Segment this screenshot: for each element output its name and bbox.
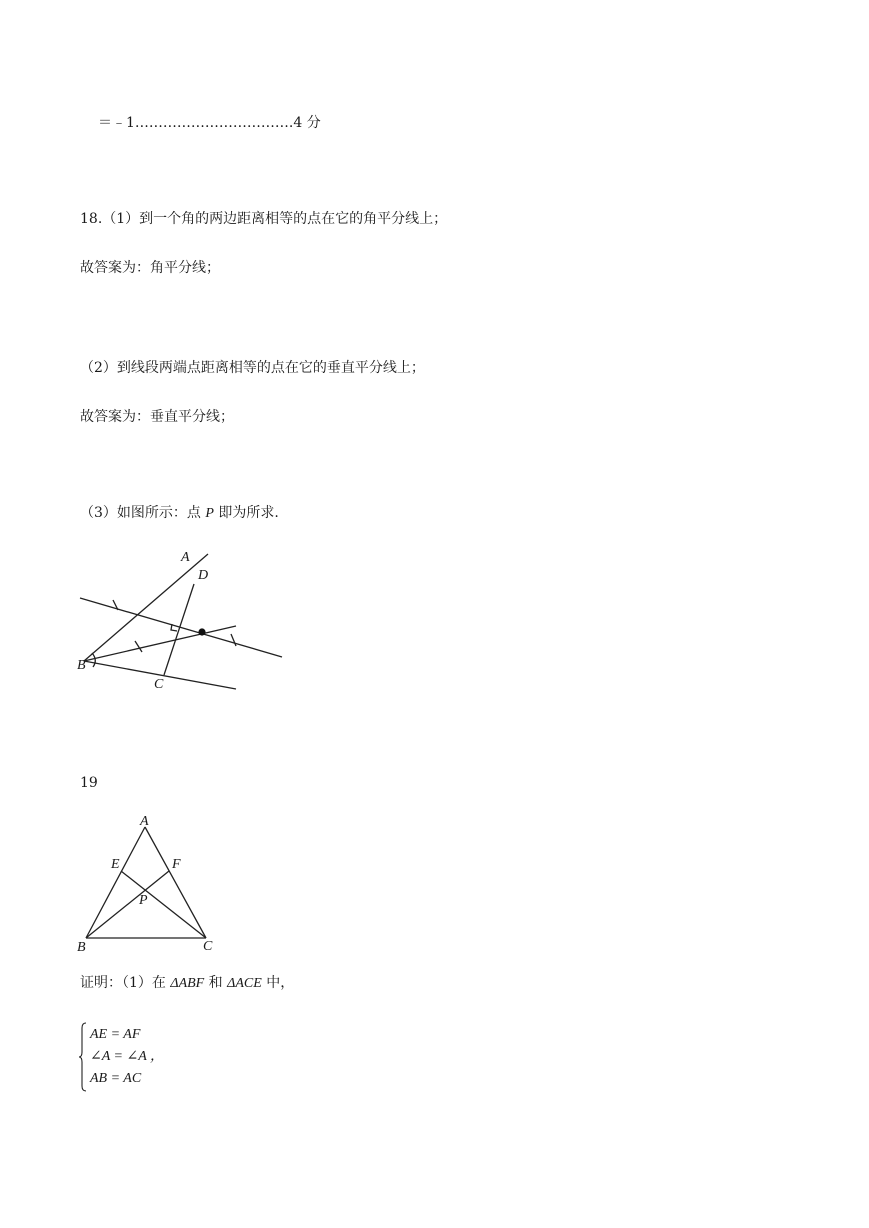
q18-part1: 18.（1）到一个角的两边距离相等的点在它的角平分线上； [80,211,448,227]
arc-mark-1 [113,600,118,610]
q18-part2: （2）到线段两端点距离相等的点在它的垂直平分线上； [80,360,425,376]
q18-part3 [80,504,279,523]
label-c: C [154,677,164,692]
triangle-ace: ΔACE [227,976,262,991]
q18-answer1: 故答案为：角平分线； [80,260,220,276]
label-p: P [139,893,148,908]
system-line-3: AB = AC [90,1071,142,1086]
arc-mark-2 [135,641,142,652]
perpendicular-bisector-line [80,598,282,657]
segment-cd [164,584,194,675]
side-ab [86,827,145,938]
q18-part3-suffix: 即为所求. [213,505,279,521]
score-line: ＝﹣1…………………………….4 分 [98,115,321,131]
system-line-1: AE = AF [90,1027,141,1042]
proof-prefix: 证明：（1）在 [80,975,171,991]
system-brace [78,1022,88,1092]
point-p-variable: P [205,506,214,521]
label-a: A [181,550,190,565]
label-d: D [198,568,209,583]
angle-arc [92,653,95,667]
congruence-system [90,1024,164,1090]
system-line-2: ∠A = ∠A ， [90,1049,165,1064]
ray-ba [84,554,208,661]
ray-bc [84,661,236,689]
label-a: A [140,814,149,829]
arc-mark-3 [231,634,236,646]
right-angle-mark [171,624,177,631]
proof-mid: 和 [204,975,228,991]
label-e: E [111,857,120,872]
side-ac [145,827,206,938]
triangle-abf: ΔABF [170,976,205,991]
label-b: B [77,658,86,673]
label-f: F [172,857,181,872]
proof-suffix: 中， [261,975,295,991]
q18-answer2: 故答案为：垂直平分线； [80,409,234,425]
q18-part3-prefix: （3）如图所示：点 [80,505,206,521]
segment-ce [121,871,206,938]
point-p-dot [198,628,205,635]
q19-proof-intro [80,974,294,993]
label-c: C [203,939,213,954]
label-b: B [77,940,86,955]
q19-number: 19 [80,775,98,791]
angle-bisector-line [84,626,236,661]
segment-bf [86,871,169,938]
